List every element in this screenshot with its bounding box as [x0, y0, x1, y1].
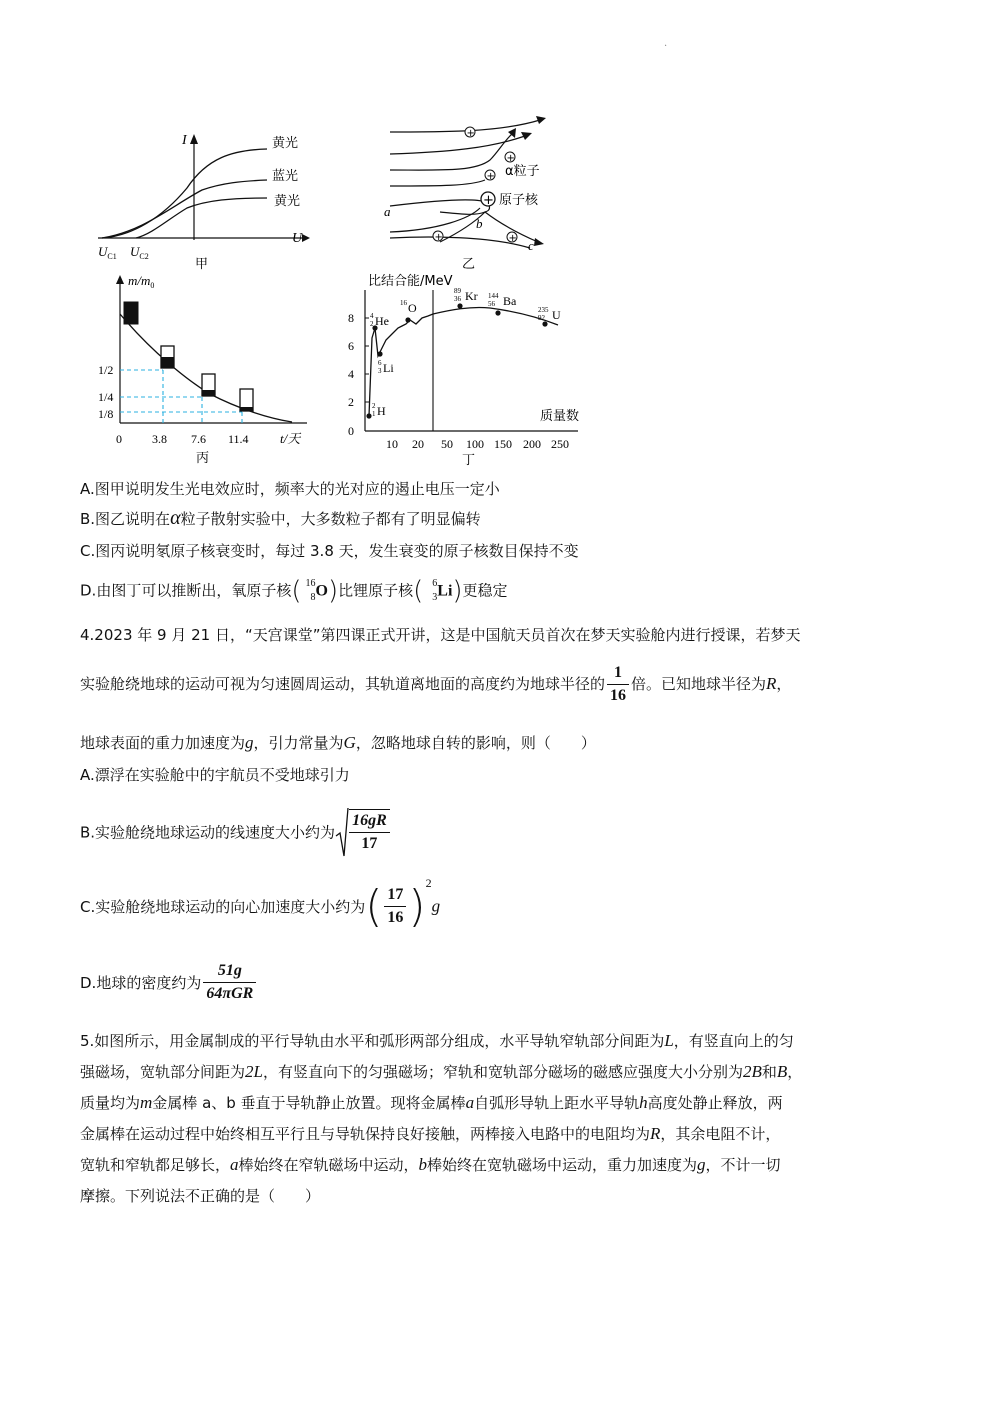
yi-caption: 乙 [462, 257, 476, 270]
yi-alpha-label: α粒子 [505, 164, 540, 179]
q3-option-a: A.图甲说明发生光电效应时，频率大的光对应的遏止电压一定小 [80, 480, 500, 498]
svg-text:36: 36 [454, 295, 461, 303]
q4-stem3-mid: ，引力常量为 [253, 734, 344, 752]
q5-b-rod: b [418, 1155, 428, 1174]
bing-axis-x: t/天 [280, 431, 301, 446]
figure-jia [92, 128, 312, 273]
q4-stem2-post: 倍。已知地球半径为 [631, 675, 767, 693]
ding-nuclide-o [400, 299, 417, 315]
jia-label-3: 黄光 [274, 194, 301, 209]
bing-xtick-4: 11.4 [228, 432, 249, 446]
svg-text:Ba: Ba [503, 294, 517, 308]
q5-line6: 摩擦。下列说法不正确的是（ ） [80, 1187, 321, 1205]
svg-text:He: He [375, 314, 389, 328]
bing-caption: 丙 [196, 451, 210, 466]
q4-stem-line1: 4.2023 年 9 月 21 日，“天宫课堂”第四课正式开讲，这是中国航天员首次在梦天实验舱内进行授课，若梦天 [80, 626, 801, 644]
svg-text:Kr: Kr [465, 289, 478, 303]
yi-plus-4: + [434, 232, 443, 243]
svg-text:H: H [377, 404, 386, 418]
bing-ytick-3: 1/8 [98, 407, 114, 421]
figure-yi [380, 112, 555, 270]
jia-uc1-sub: C1 [107, 252, 117, 261]
bing-axis-y: m/m [128, 273, 151, 288]
q4-d-fraction: $\frac{51g}{\text{64πGR}}$ [203, 960, 256, 1005]
q5-m-symbol: m [140, 1093, 153, 1112]
svg-text:56: 56 [488, 300, 495, 308]
lithium-nuclide: 6 3 [432, 578, 438, 603]
yi-plus-5: + [508, 233, 517, 244]
ding-nuclide-u [538, 306, 561, 322]
svg-text:3: 3 [378, 367, 382, 375]
q4-c-exponent: 2 [425, 876, 432, 890]
yi-plus-nucleus: + [483, 193, 494, 208]
q4-stem-line3 [80, 732, 596, 753]
ding-xtick-3: 50 [441, 437, 453, 451]
lithium-symbol: Li [437, 582, 453, 600]
svg-text:1: 1 [372, 410, 376, 418]
q4-G-symbol: G [343, 733, 356, 752]
q4-c-g: g [431, 896, 441, 916]
yi-path-b: b [476, 216, 483, 231]
q3-b-post: 粒子散射实验中，大多数粒子都有了明显偏转 [180, 510, 481, 528]
figure-ding [340, 268, 590, 468]
svg-text:4: 4 [370, 312, 374, 320]
svg-text:U: U [552, 308, 561, 322]
q4-c-pre: C.实验舱绕地球运动的向心加速度大小约为 [80, 898, 366, 916]
q5-line3: 质量均为m金属棒 a、b 垂直于导轨静止放置。现将金属棒a自弧形导轨上距水平导轨h高度处静止释放，两 [80, 1093, 783, 1112]
q3-option-c: C.图丙说明氡原子核衰变时，每过 3.8 天，发生衰变的原子核数目保持不变 [80, 542, 579, 560]
svg-text:UC2 [130, 244, 149, 261]
yi-plus-2: + [506, 153, 515, 164]
jia-axis-x: U [292, 231, 303, 246]
ding-ytick-3: 6 [348, 339, 354, 353]
yi-path-a: a [384, 204, 391, 219]
ding-xtick-4: 100 [466, 437, 484, 451]
q4-comma: ， [776, 675, 792, 693]
q4-d-pre: D.地球的密度约为 [80, 974, 202, 992]
ding-nuclide-he [370, 312, 389, 328]
jia-label-1: 黄光 [272, 136, 299, 151]
q5-line2: 强磁场，宽轨部分间距为2L，有竖直向下的匀强磁场；窄轨和宽轨部分磁场的磁感应强度大小分别为2B和B， [80, 1062, 803, 1081]
ding-caption: 丁 [462, 453, 476, 468]
q5-a-rod: a [230, 1155, 239, 1174]
ding-axis-x: 质量数 [540, 409, 580, 424]
q4-stem3-post: ，忽略地球自转的影响，则（ ） [355, 734, 596, 752]
q5-2B-symbol: 2B [743, 1062, 762, 1081]
q4-b-sqrt: $\frac{16gR}{17}$ [335, 806, 390, 858]
q4-b-pre: B.实验舱绕地球运动的线速度大小约为 [80, 823, 336, 842]
top-mark: . [664, 38, 668, 49]
ding-xtick-5: 150 [494, 437, 512, 451]
ding-xtick-6: 200 [523, 437, 541, 451]
yi-plus-3: + [486, 171, 495, 182]
svg-text:89: 89 [454, 287, 461, 295]
ding-ytick-4: 8 [348, 311, 354, 325]
yi-nucleus-label: 原子核 [499, 193, 539, 208]
q3-option-d: D.由图丁可以推断出，氧原子核( 16 8 O)比锂原子核( 6 3 Li)更稳定 [80, 576, 508, 606]
ding-nuclide-kr [454, 287, 478, 303]
q4-radius-symbol: R [766, 674, 777, 693]
ding-ytick-0: 0 [348, 424, 354, 438]
yi-plus-1: + [466, 128, 475, 139]
q4-option-b [80, 806, 390, 858]
ding-xtick-2: 20 [412, 437, 424, 451]
q5-line4: 金属棒在运动过程中始终相互平行且与导轨保持良好接触，两棒接入电路中的电阻均为R，其余电阻不计， [80, 1124, 781, 1143]
q4-stem-line2 [80, 662, 791, 707]
svg-text:2: 2 [372, 402, 376, 410]
ding-xtick-7: 250 [551, 437, 569, 451]
ding-nuclide-h [372, 402, 386, 418]
q3-d-mid: 比锂原子核 [338, 581, 414, 600]
bing-xtick-3: 7.6 [191, 432, 206, 446]
svg-text:m/m0 [128, 273, 154, 290]
figure-bing [92, 272, 322, 468]
q4-option-d [80, 960, 258, 1005]
bing-xtick-2: 3.8 [152, 432, 167, 446]
q5-B-symbol: B [776, 1062, 788, 1081]
q5-line1: 5.如图所示，用金属制成的平行导轨由水平和弧形两部分组成，水平导轨窄轨部分间距为L，有竖直向上的匀 [80, 1031, 794, 1050]
ding-xtick-1: 10 [386, 437, 398, 451]
bing-xtick-1: 0 [116, 432, 122, 446]
svg-text:O: O [408, 301, 417, 315]
q4-option-c: C.实验舱绕地球运动的向心加速度大小约为( $\frac{17}{16}$ )$^2$g [80, 876, 441, 932]
svg-text:144: 144 [488, 292, 499, 300]
q4-g-symbol: g [245, 733, 254, 752]
q5-h-symbol: h [639, 1093, 648, 1112]
ding-nuclide-ba [488, 292, 517, 308]
bing-ytick-2: 1/4 [98, 390, 114, 404]
q4-stem3-pre: 地球表面的重力加速度为 [80, 734, 246, 752]
q4-one-sixteenth: $\frac{1}{16}$ [607, 662, 629, 707]
q3-b-pre: B.图乙说明在 [80, 510, 171, 528]
q5-L-symbol: L [664, 1031, 674, 1050]
svg-text:235: 235 [538, 306, 549, 314]
jia-caption: 甲 [195, 257, 209, 272]
q5-line5: 宽轨和窄轨都足够长，a棒始终在窄轨磁场中运动，b棒始终在宽轨磁场中运动，重力加速度为g，不计一切 [80, 1155, 781, 1174]
q5-g-symbol: g [697, 1155, 706, 1174]
q3-d-pre: D.由图丁可以推断出，氧原子核 [80, 581, 292, 600]
svg-text:6: 6 [378, 359, 382, 367]
ding-ytick-1: 2 [348, 395, 354, 409]
q5-a-symbol: a [465, 1093, 475, 1112]
jia-label-2: 蓝光 [272, 169, 299, 184]
q3-b-alpha: α [170, 507, 181, 529]
jia-uc2-sub: C2 [139, 252, 149, 261]
oxygen-nuclide: 16 8 [305, 578, 316, 603]
svg-text:16: 16 [400, 299, 407, 307]
q4-option-a: A.漂浮在实验舱中的宇航员不受地球引力 [80, 766, 350, 784]
yi-path-c: c [528, 238, 534, 253]
q3-d-post: 更稳定 [462, 581, 508, 600]
oxygen-symbol: O [315, 582, 328, 600]
jia-uc2: U [130, 244, 140, 259]
bing-axis-y-sub: 0 [150, 281, 155, 290]
svg-text:Li: Li [383, 361, 394, 375]
ding-nuclide-li [378, 359, 394, 375]
q3-option-b [80, 507, 481, 530]
jia-uc1: U [98, 244, 108, 259]
q5-R-symbol: R [650, 1124, 661, 1143]
q4-stem2-pre: 实验舱绕地球的运动可视为匀速圆周运动，其轨道离地面的高度约为地球半径的 [80, 675, 606, 693]
ding-title: 比结合能/MeV [368, 274, 453, 289]
svg-text:2: 2 [370, 320, 374, 328]
q4-c-fraction: $\frac{17}{16}$ [384, 884, 406, 929]
ding-ytick-2: 4 [348, 367, 354, 381]
jia-axis-y: I [182, 133, 187, 148]
bing-ytick-1: 1/2 [98, 363, 114, 377]
svg-text:UC1 [98, 244, 117, 261]
q5-2L-symbol: 2L [245, 1062, 263, 1081]
svg-text:92: 92 [538, 314, 545, 322]
